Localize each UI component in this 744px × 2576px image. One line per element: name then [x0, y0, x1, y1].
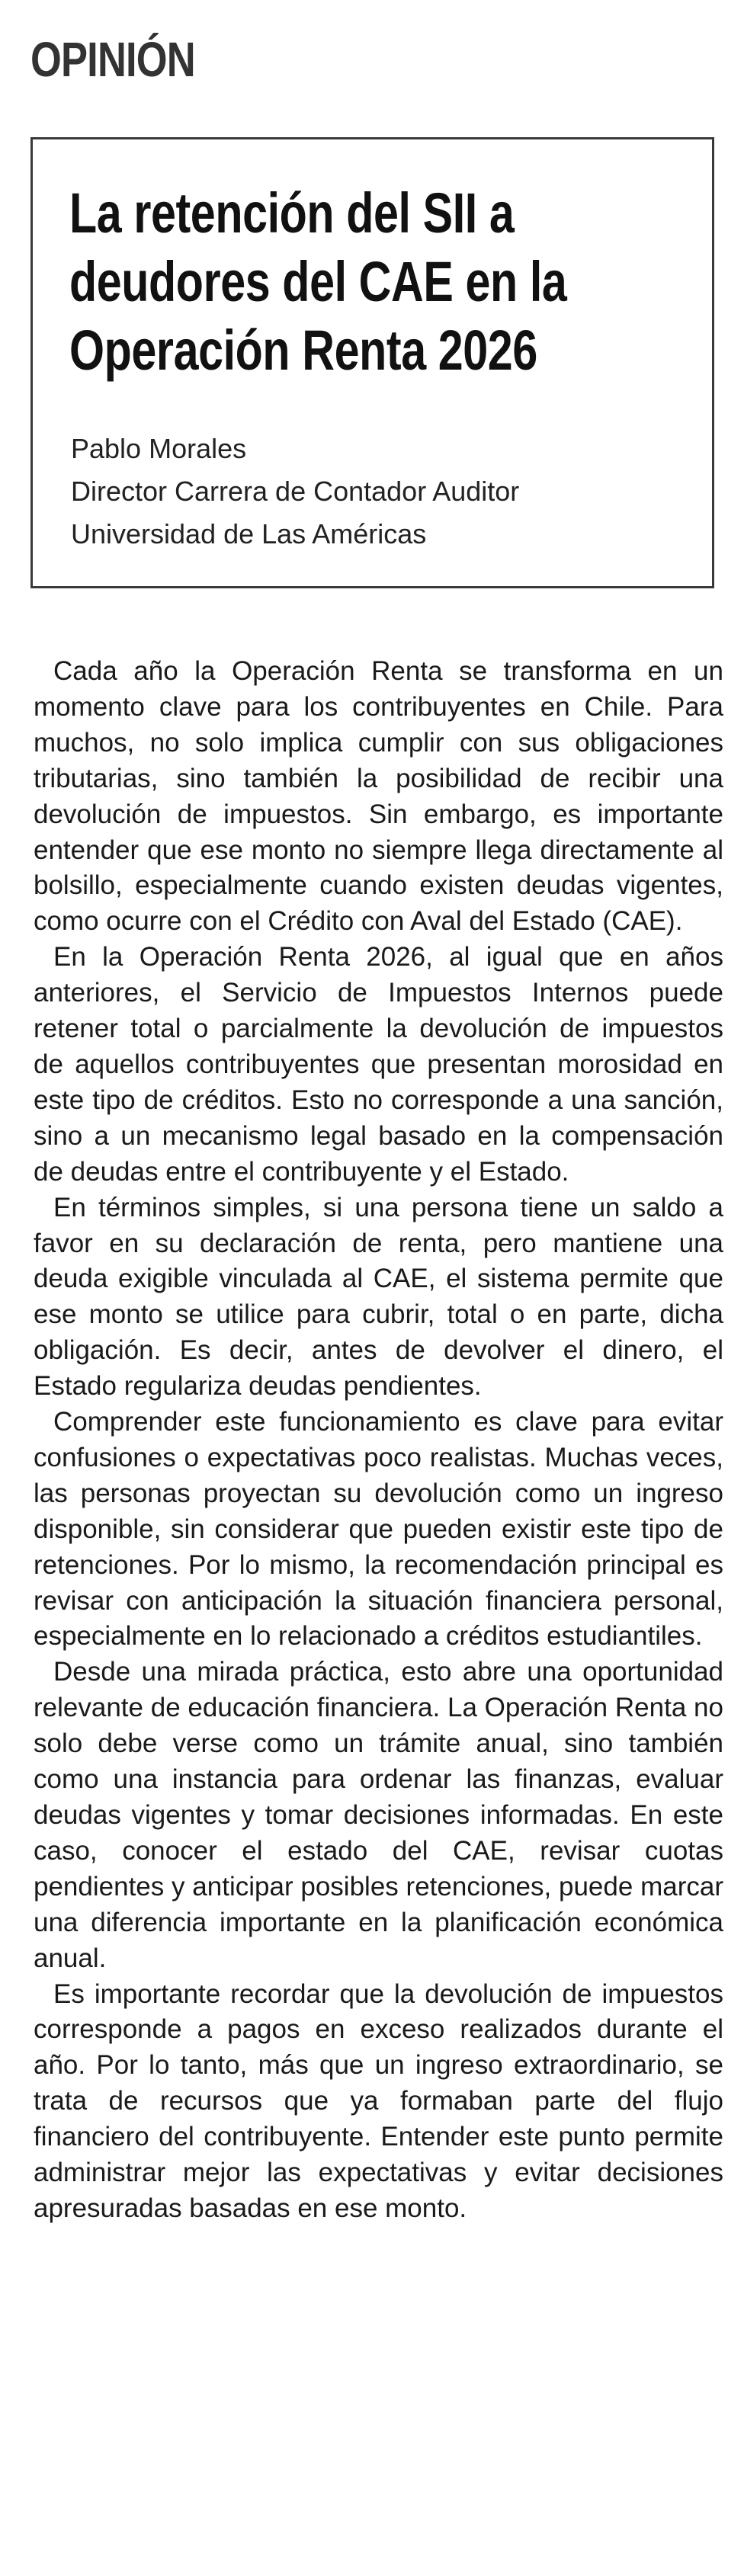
section-label: OPINIÓN [30, 32, 195, 87]
body-paragraph: En la Operación Renta 2026, al igual que en años anteriores, el Servicio de Impuestos Internos puede retener total o parcialmente la devolución de impuestos de aquellos contribuyentes que presentan morosidad en este tipo de créditos. Esto no corresponde a una sanción, sino a un mecanismo legal basado en la compensación de deudas entre el contribuyente y el Estado. [34, 942, 723, 1187]
author-institution: Universidad de Las Américas [71, 518, 427, 549]
author-name: Pablo Morales [71, 433, 247, 464]
body-paragraph: Comprender este funcionamiento es clave para evitar confusiones o expectativas poco realistas. Muchas veces, las personas proyectan su devolución como un ingreso disponible, sin considerar que pueden existir este tipo de retenciones. Por lo mismo, la recomendación principal es revisar con anticipación la situación financiera personal, especialmente en lo relacionado a créditos estudiantiles. [34, 1407, 723, 1652]
byline [71, 428, 519, 556]
article-headline: La retención del SII a deudores del CAE en la Operación Renta 2026 [69, 181, 567, 382]
author-role: Director Carrera de Contador Auditor [71, 476, 520, 507]
body-paragraph: En términos simples, si una persona tiene un saldo a favor en su declaración de renta, pero mantiene una deuda exigible vinculada al CAE, el sistema permite que ese monto se utilice para cubrir, total o en parte, dicha obligación. Es decir, antes de devolver el dinero, el Estado regulariza deudas pendientes. [34, 1192, 723, 1402]
body-paragraph: Es importante recordar que la devolución de impuestos corresponde a pagos en exceso realizados durante el año. Por lo tanto, más que un ingreso extraordinario, se trata de recursos que ya formaban parte del flujo financiero del contribuyente. Entender este punto permite administrar mejor las expectativas y evitar decisiones apresuradas basadas en ese monto. [34, 1978, 723, 2223]
article-body [34, 654, 723, 2227]
headline-box [30, 137, 714, 588]
body-paragraph: Desde una mirada práctica, esto abre una oportunidad relevante de educación financiera. La Operación Renta no solo debe verse como un trámite anual, sino también como una instancia para ordenar las finanzas, evaluar deudas vigentes y tomar decisiones informadas. En este caso, conocer el estado del CAE, revisar cuotas pendientes y anticipar posibles retenciones, puede marcar una diferencia importante en la planificación económica anual. [34, 1657, 723, 1973]
body-paragraph: Cada año la Operación Renta se transforma en un momento clave para los contribuyentes en Chile. Para muchos, no solo implica cumplir con sus obligaciones tributarias, sino también la posibilidad de recibir una devolución de impuestos. Sin embargo, es importante entender que ese monto no siempre llega directamente al bolsillo, especialmente cuando existen deudas vigentes, como ocurre con el Crédito con Aval del Estado (CAE). [34, 656, 723, 937]
